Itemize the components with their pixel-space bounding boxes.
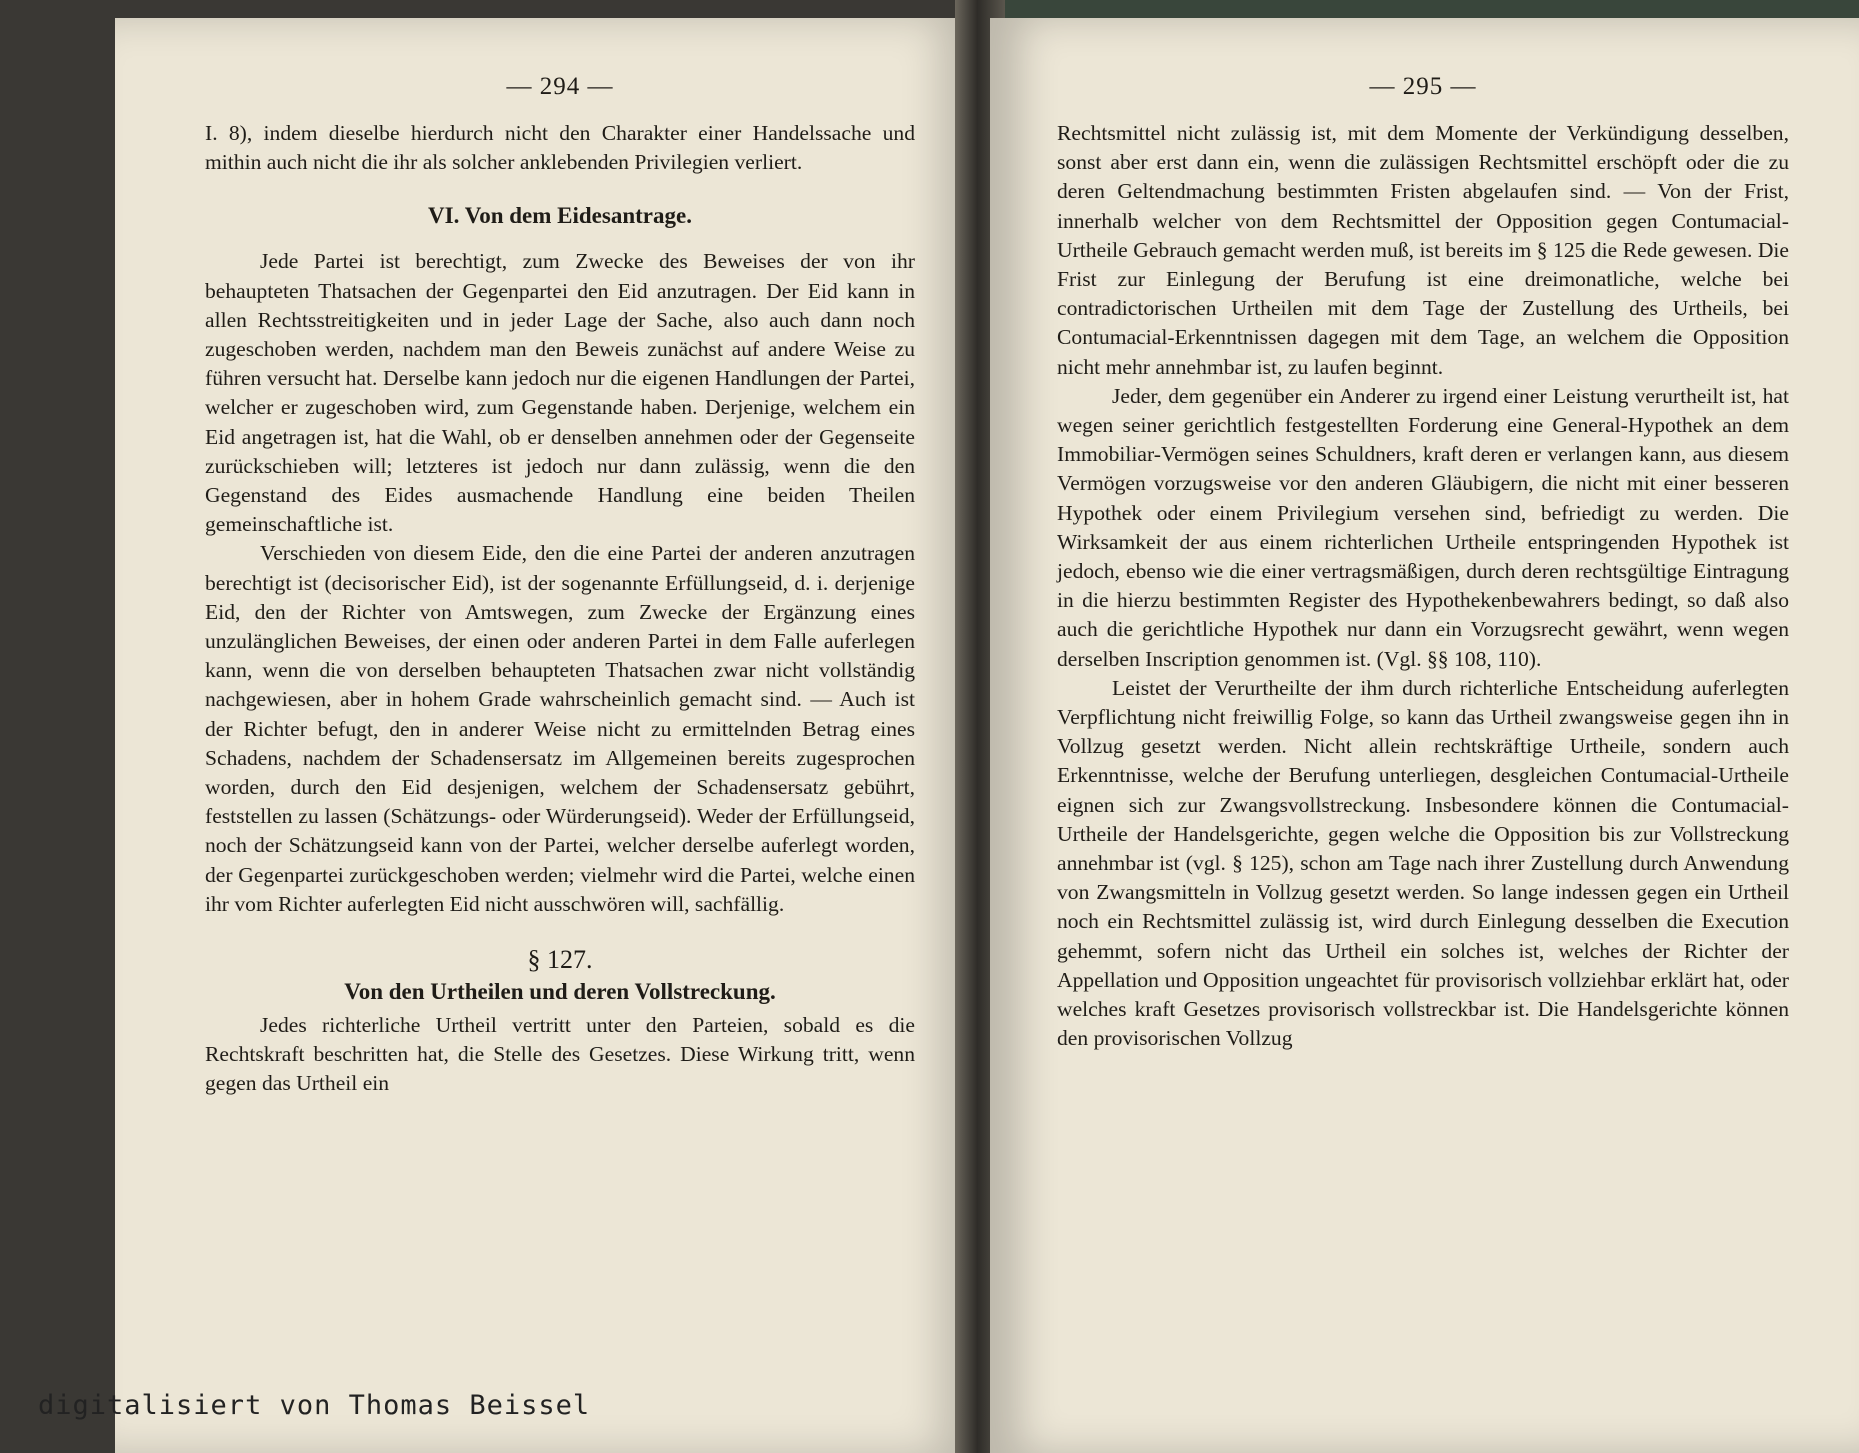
right-page xyxy=(990,18,1859,1453)
right-page-content xyxy=(1057,73,1789,1054)
left-page xyxy=(115,18,970,1453)
section-title: Von den Urtheilen und deren Vollstreckung. xyxy=(344,979,776,1005)
page-number-right: — 295 — xyxy=(1369,73,1477,100)
section-number: § 127. xyxy=(527,945,593,975)
paragraph-urtheil: Jedes richterliche Urtheil vertritt unter den Parteien, sobald es die Rechtskraft beschritten hat, die Stelle des Gesetzes. Diese Wirkung tritt, wenn gegen das Urtheil ein xyxy=(205,1013,915,1096)
paragraph-eid-2: Verschieden von diesem Eide, den die eine Partei der anderen anzutragen berechtigt ist (decisorischer Eid), ist der sogenannte Erfüllungseid, d. i. derjenige Eid, den der Richter von Amtswegen, zum Zwecke der Ergänzung eines unzulänglichen Beweises, der einen oder anderen Partei in dem Falle auferlegen kann, wenn die von derselben behaupteten Thatsachen zwar nicht vollständig nachgewiesen, aber in hohem Grade wahrscheinlich gemacht sind. — Auch ist der Richter befugt, den in anderer Weise nicht zu ermittelnden Betrag eines Schadens, nachdem der Schadensersatz im Allgemeinen bereits zugesprochen worden, durch den Eid desjenigen, welchem der Schadensersatz gebührt, feststellen zu lassen (Schätzungs- oder Würderungseid). Weder der Erfüllungseid, noch der Schätzungseid kann von der Partei, welcher derselbe auferlegt worden, der Gegenpartei zurückgeschoben werden; vielmehr wird die Partei, welche einen ihr vom Richter auferlegten Eid nicht ausschwören will, sachfällig. xyxy=(205,541,915,916)
paragraph-vollzug: Leistet der Verurtheilte der ihm durch richterliche Entscheidung auferlegten Verpflichtung nicht freiwillig Folge, so kann das Urtheil zwangsweise gegen ihn in Vollzug gesetzt werden. Nicht allein rechtskräftige Urtheile, sondern auch Erkenntnisse, welche der Berufung unterliegen, desgleichen Contumacial-Urtheile eignen sich zur Zwangsvollstreckung. Insbesondere können die Contumacial-Urtheile der Handelsgerichte, gegen welche die Opposition bis zur Vollstreckung annehmbar ist (vgl. § 125), schon am Tage nach ihrer Zustellung durch Anwendung von Zwangsmitteln in Vollzug gesetzt werden. So lange indessen gegen ein Urtheil noch ein Rechtsmittel zulässig ist, wird durch Einlegung desselben die Execution gehemmt, sofern nicht das Urtheil ein solches ist, welches der Richter der Appellation und Opposition ungeachtet für provisorisch vollziehbar erklärt hat, oder welches kraft Gesetzes provisorisch vollstreckbar ist. Die Handelsgerichte können den provisorischen Vollzug xyxy=(1057,675,1789,1051)
digitization-watermark: digitalisiert von Thomas Beissel xyxy=(38,1390,591,1421)
paragraph-intro: I. 8), indem dieselbe hierdurch nicht den Charakter einer Handelssache und mithin auch nicht die ihr als solcher anklebenden Privilegien verliert. xyxy=(205,121,915,175)
page-number-left: — 294 — xyxy=(506,73,614,100)
left-page-content xyxy=(205,73,915,1099)
paragraph-hypothek: Jeder, dem gegenüber ein Anderer zu irgend einer Leistung verurtheilt ist, hat wegen seiner gerichtlich festgestellten Forderung eine General-Hypothek an dem Immobiliar-Vermögen seines Schuldners, kraft deren er verlangen kann, aus diesem Vermögen vorzugsweise vor den anderen Gläubigern, die nicht mit einer besseren Hypothek oder einem Privilegium versehen sind, befriedigt zu werden. Die Wirksamkeit der aus einem richterlichen Urtheile entspringenden Hypothek ist jedoch, ebenso wie die einer vertragsmäßigen, durch deren rechtsgültige Eintragung in die hierzu bestimmten Register des Hypothekenbewahrers bedingt, so daß also auch die gerichtliche Hypothek nur dann ein Vorzugsrecht gewährt, wenn wegen derselben Inscription genommen ist. (Vgl. §§ 108, 110). xyxy=(1057,383,1789,671)
heading-eidesantrag: VI. Von dem Eidesantrage. xyxy=(428,203,692,229)
paragraph-eid-1: Jede Partei ist berechtigt, zum Zwecke des Beweises der von ihr behaupteten Thatsachen der Gegenpartei den Eid anzutragen. Der Eid kann in allen Rechtsstreitigkeiten und in jeder Lage der Sache, also auch dann noch zugeschoben werden, nachdem man den Beweis zunächst auf andere Weise zu führen versucht hat. Derselbe kann jedoch nur die eigenen Handlungen der Partei, welcher er zugeschoben wird, zum Gegenstande haben. Derjenige, welchem ein Eid angetragen ist, hat die Wahl, ob er denselben annehmen oder der Gegenseite zurückschieben will; letzteres ist jedoch nur dann zulässig, wenn die den Gegenstand des Eides ausmachende Handlung eine beiden Theilen gemeinschaftliche ist. xyxy=(205,249,915,537)
paragraph-rechtsmittel: Rechtsmittel nicht zulässig ist, mit dem Momente der Verkündigung desselben, sonst aber erst dann ein, wenn die zulässigen Rechtsmittel erschöpft oder die zu deren Geltendmachung bestimmten Fristen abgelaufen sind. — Von der Frist, innerhalb welcher von dem Rechtsmittel der Opposition gegen Contumacial-Urtheile Gebrauch gemacht werden muß, ist bereits im § 125 die Rede gewesen. Die Frist zur Einlegung der Berufung ist eine dreimonatliche, welche bei contradictorischen Urtheilen mit dem Tage der Zustellung des Urtheils, bei Contumacial-Erkenntnissen dagegen mit dem Tage, an welchem die Opposition nicht mehr annehmbar ist, zu laufen beginnt. xyxy=(1057,121,1789,379)
